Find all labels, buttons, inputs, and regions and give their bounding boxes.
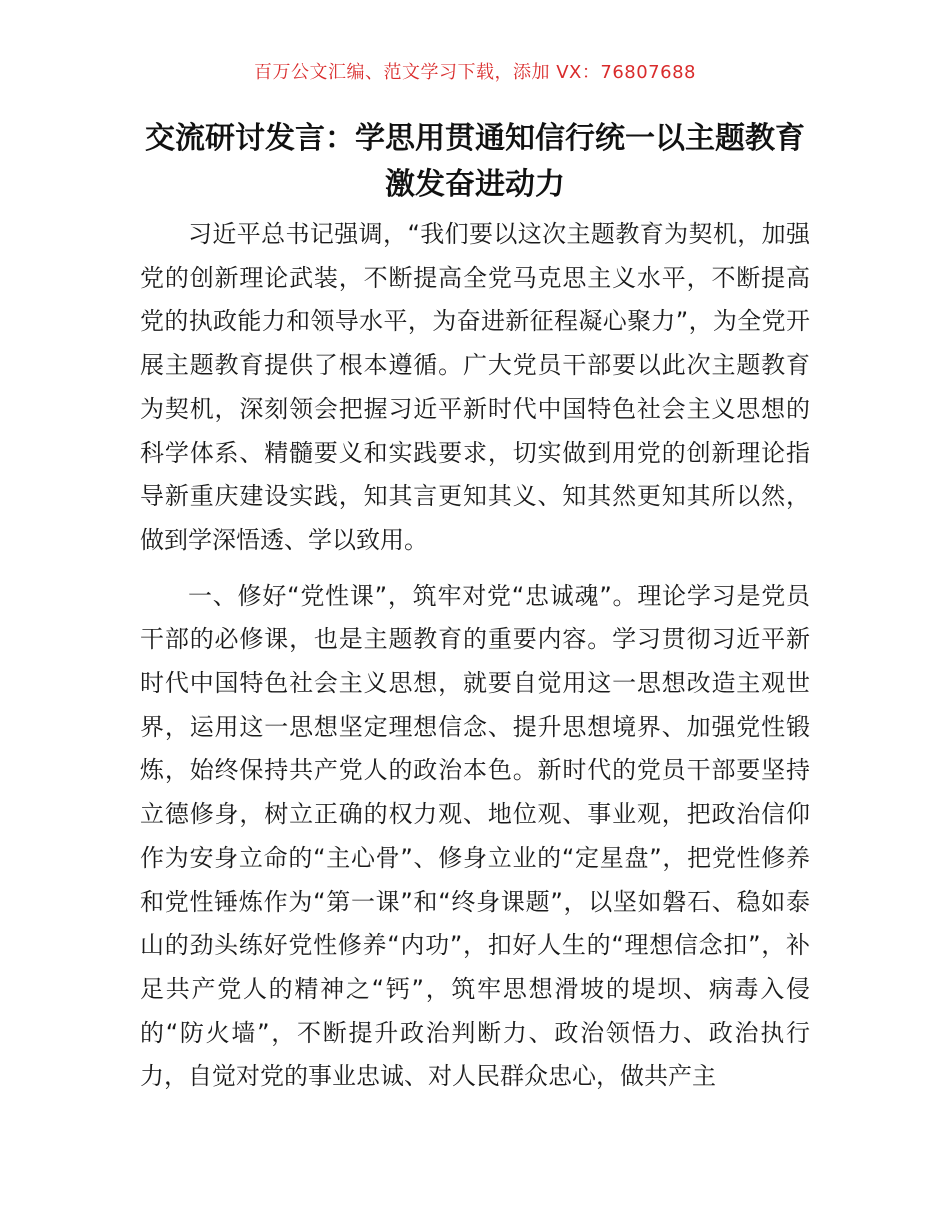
paragraph-intro: 习近平总书记强调，“我们要以这次主题教育为契机，加强党的创新理论武装，不断提高全党马克思主义水平，不断提高党的执政能力和领导水平，为奋进新征程凝心聚力”，为全党开展主题教育提供了根本遵循。广大党员干部要以此次主题教育为契机，深刻领会把握习近平新时代中国特色社会主义思想的科学体系、精髓要义和实践要求，切实做到用党的创新理论指导新重庆建设实践，知其言更知其义、知其然更知其所以然，做到学深悟透、学以致用。 xyxy=(140,220,810,554)
paragraph-section-one: 一、修好“党性课”，筑牢对党“忠诚魂”。理论学习是党员干部的必修课，也是主题教育的重要内容。学习贯彻习近平新时代中国特色社会主义思想，就要自觉用这一思想改造主观世界，运用这一思想坚定理想信念、提升思想境界、加强党性锻炼，始终保持共产党人的政治本色。新时代的党员干部要坚持立德修身，树立正确的权力观、地位观、事业观，把政治信仰作为安身立命的“主心骨”、修身立业的“定星盘”，把党性修养和党性锤炼作为“第一课”和“终身课题”，以坚如磐石、稳如泰山的劲头练好党性修养“内功”，扣好人生的“理想信念扣”，补足共产党人的精神之“钙”，筑牢思想滑坡的堤坝、病毒入侵的“防火墙”，不断提升政治判断力、政治领悟力、政治执行力，自觉对党的事业忠诚、对人民群众忠心，做共产主 xyxy=(140,581,810,1091)
document-title: 交流研讨发言：学思用贯通知信行统一以主题教育激发奋进动力 xyxy=(145,121,805,202)
document-body xyxy=(140,213,810,1111)
download-notice: 百万公文汇编、范文学习下载，添加 VX：76807688 xyxy=(254,62,696,83)
